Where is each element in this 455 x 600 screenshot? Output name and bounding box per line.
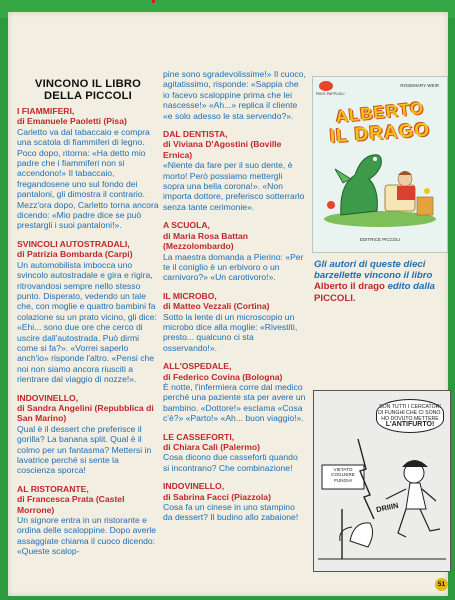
cartoon-panel [313, 390, 451, 572]
sound-effect: DRIIIN [375, 500, 400, 515]
joke-category: AL RISTORANTE, [17, 483, 89, 494]
caption-book-title: Alberto il drago [314, 281, 385, 293]
joke-text: Carletto va dal tabaccaio e compra una scatola di fiammiferi di legno. Poco dopo, ritorna: «Ha detto mio padre che i fiammiferi non si accendono!» Il tabaccaio, fregandosene uno sul fondo dei pantaloni, gli dimostra il contrario. Mezz'ora dopo, Carletto torna ancora dicendo: «Mio padre dice se può prestargli i suoi pantaloni!». [17, 126, 159, 231]
joke-entry [163, 291, 306, 353]
joke-category: ALL'OSPEDALE, [163, 361, 232, 372]
joke-author: di Sandra Angelini (Repubblica di San Marino) [17, 402, 154, 424]
sign-text: VIETATO COGLIERE FUNGHI [331, 467, 355, 483]
caption-text-2: edito dalla [387, 281, 436, 293]
joke-text: È notte, l'infermiera corre dal medico perché una paziente sta per avere un bambino. «Dottore!» esclama «Cosa c'è?» «Parto!» «Ah... buon viaggio!». [163, 381, 306, 424]
joke-text: pine sono sgradevolissime!» Il cuoco, agitatissimo, risponde: «Sappia che io facevo scaloppine prima che lei nascesse!» «Ah...» replica il cliente «e solo adesso le sta servendo?». [163, 69, 306, 121]
joke-entry [163, 481, 306, 523]
joke-author: di Viviana D'Agostini (Boville Ernica) [163, 139, 282, 160]
magazine-page [8, 12, 448, 596]
joke-author: di Sabrina Facci (Piazzola) [163, 491, 271, 502]
joke-author: di Federico Covina (Bologna) [163, 371, 283, 382]
joke-category: LE CASSEFORTI, [163, 431, 235, 442]
joke-author: di Maria Rosa Battan (Mezzolombardo) [163, 230, 249, 252]
speech-text: SON TUTTI I CERCATORI DI FUNGHI CHE CI SONO. HO DOVUTO METTERE [378, 404, 442, 422]
book-author: ROSEMARY WEIR [400, 83, 439, 88]
joke-entry [17, 484, 159, 557]
middle-column [163, 69, 306, 531]
joke-entry-continued [163, 69, 306, 121]
joke-author: di Emanuele Paoletti (Pisa) [17, 116, 127, 127]
joke-entry [17, 106, 159, 231]
joke-text: Sotto la lente di un microscopio un microbo dice alla moglie: «Rivestiti, presto... qualcuno ci sta osservando!». [163, 311, 298, 353]
joke-entry [17, 239, 159, 385]
joke-text: La maestra domanda a Pierino: «Per te il coniglio è un erbivoro o un carnivoro?» «Un carotivoro!». [163, 251, 304, 283]
speech-text-emphasis: L'ANTIFURTO! [385, 421, 435, 428]
joke-category: SVINCOLI AUTOSTRADALI, [17, 238, 130, 249]
left-column [17, 62, 159, 565]
joke-entry [163, 432, 306, 474]
caption-text-1: Gli autori di queste dieci barzellette vincono il libro [314, 259, 433, 282]
joke-author: di Francesca Prata (Castel Morrone) [17, 494, 125, 515]
joke-text: Qual è il dessert che preferisce il gorilla? La banana split. Qual è il colmo per un fantasma? Mettersi in lavatrice perché si sente la coscienza sporca! [17, 423, 152, 476]
joke-category: A SCUOLA, [163, 220, 210, 231]
book-title-line-2: IL DRAGO [329, 119, 431, 148]
joke-category: INDOVINELLO, [163, 481, 225, 492]
joke-text: Cosa dicono due casseforti quando si incontrano? Che combinazione! [163, 452, 298, 473]
joke-category: I FIAMMIFERI, [17, 106, 75, 116]
prize-caption [314, 259, 448, 304]
joke-category: INDOVINELLO, [17, 392, 79, 403]
joke-entry [17, 393, 159, 476]
joke-text: Cosa fa un cinese in uno stampino da dessert? Il budino allo zabaione! [163, 502, 299, 523]
joke-category: DAL DENTISTA, [163, 129, 228, 140]
page-number-badge: 51 [435, 578, 448, 591]
joke-text: Un signore entra in un ristorante e ordina delle scaloppine. Dopo averle assaggiate chiama il cuoco dicendo: «Queste scalop- [17, 515, 157, 557]
joke-category: IL MICROBO, [163, 290, 217, 301]
speech-bubble [376, 399, 444, 433]
joke-text: «Niente da fare per il suo dente, è morto! Però possiamo mettergli sopra una bella corona!». «Non importa dottore, preferisco sotterrarlo senza tante cerimonie». [163, 160, 305, 212]
dragon-illustration-icon [321, 145, 439, 227]
joke-author: di Chiara Calì (Palermo) [163, 442, 260, 452]
book-cover [312, 76, 448, 253]
publisher-logo-icon [319, 81, 333, 91]
joke-entry [163, 220, 306, 282]
joke-author: di Patrizia Bombarda (Carpi) [17, 249, 133, 260]
page-headline: VINCONO IL LIBRO DELLA PICCOLI [34, 78, 142, 102]
joke-author: di Matteo Vezzali (Cortina) [163, 301, 270, 312]
logo-caption: PIM E PAPPUGLI [316, 92, 345, 96]
joke-text: Un automobilista imbocca uno svincolo autostradale e gira e rigira, ritrovandosi sempre nello stesso punto. Disperato, vedendo un tale che, con moglie e quattro bambini fa colazione su un prato vicino, gli dice: «Ehi... sono due ore che cerco di uscire dall'autostrada. Può dirmi come si fa?». «Vorrei saperlo anch'io» risponde l'altro. «Pensi che noi non siamo ancora riusciti a rientrare dal viaggio di nozze!». [17, 259, 157, 385]
joke-entry [163, 129, 306, 212]
book-title-line-1: ALBERTO [334, 98, 426, 127]
caption-publisher: PICCOLI. [314, 292, 356, 304]
decorative-dot [152, 0, 155, 3]
joke-entry [163, 361, 306, 423]
book-publisher: EDITRICE PICCOLI [359, 237, 401, 242]
